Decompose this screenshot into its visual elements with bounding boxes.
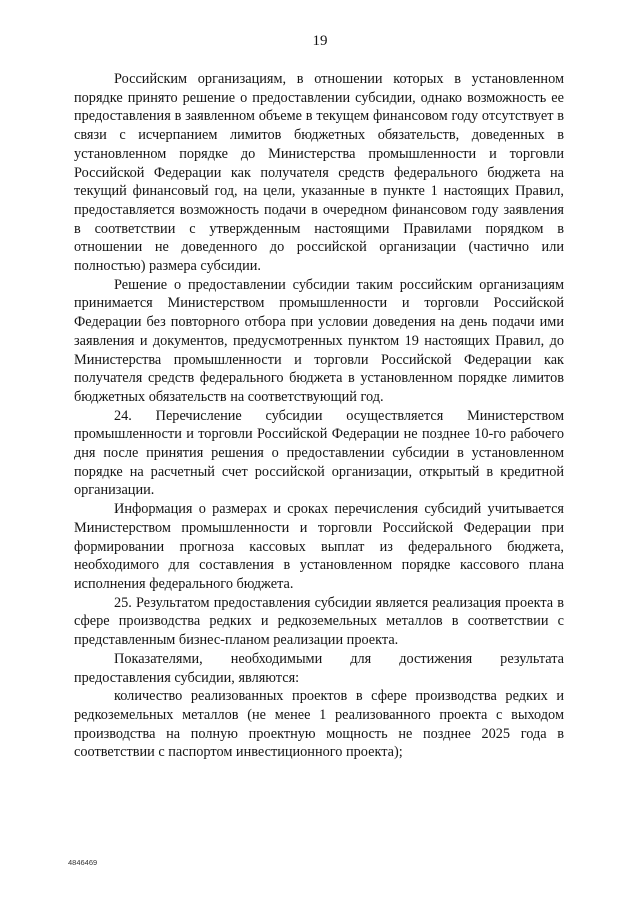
paragraph-indicators: Показателями, необходимыми для достижения результата предоставления субсидии, являются: xyxy=(74,650,564,686)
paragraph-indicator-projects: количество реализованных проектов в сфере производства редких и редкоземельных металлов (не менее 1 реализованного проекта с выходом производства на полную проектную мощность не позднее 2025 года в соответствии с паспортом инвестиционного проекта); xyxy=(74,688,564,761)
paragraph-unfunded-subsidy: Российским организациям, в отношении которых в установленном порядке принято решение о предоставлении субсидии, однако возможность ее предоставления в заявленном объеме в текущем финансовом году отсутствует в связи с исчерпанием лимитов бюджетных обязательств, доведенных в установленном порядке до Министерства промышленности и торговли Российской Федерации как получателя средств федерального бюджета на текущий финансовый год, на цели, указанные в пункте 1 настоящих Правил, предоставляется возможность подачи в очередном финансовом году заявления в соответствии с утвержденным настоящими Правилами порядком в отношении не доведенного до российской организации (частично или полностью) размера субсидии. xyxy=(74,71,564,275)
page-number: 19 xyxy=(312,33,328,49)
paragraph-payment-info: Информация о размерах и сроках перечисления субсидий учитывается Министерством промышленности и торговли Российской Федерации при формировании прогноза кассовых выплат из федерального бюджета, необходимого для составления в установленном порядке кассового плана исполнения федерального бюджета. xyxy=(74,501,564,592)
document-body xyxy=(74,70,564,762)
paragraph-decision: Решение о предоставлении субсидии таким российским организациям принимается Министерством промышленности и торговли Российской Федерации без повторного отбора при условии доведения на день подачи ими заявления и документов, предусмотренных пунктом 19 настоящих Правил, до Министерства промышленности и торговли Российской Федерации как получателя средств федерального бюджета в установленном порядке лимитов бюджетных обязательств на соответствующий год. xyxy=(74,276,564,405)
document-code: 4846469 xyxy=(68,858,98,867)
paragraph-item-24: 24. Перечисление субсидии осуществляется Министерством промышленности и торговли Российской Федерации не позднее 10-го рабочего дня после принятия решения о предоставлении субсидии в установленном порядке на расчетный счет российской организации, открытый в кредитной организации. xyxy=(74,407,564,499)
paragraph-item-25: 25. Результатом предоставления субсидии является реализация проекта в сфере производства редких и редкоземельных металлов в соответствии с представленным бизнес-планом реализации проекта. xyxy=(74,594,564,649)
